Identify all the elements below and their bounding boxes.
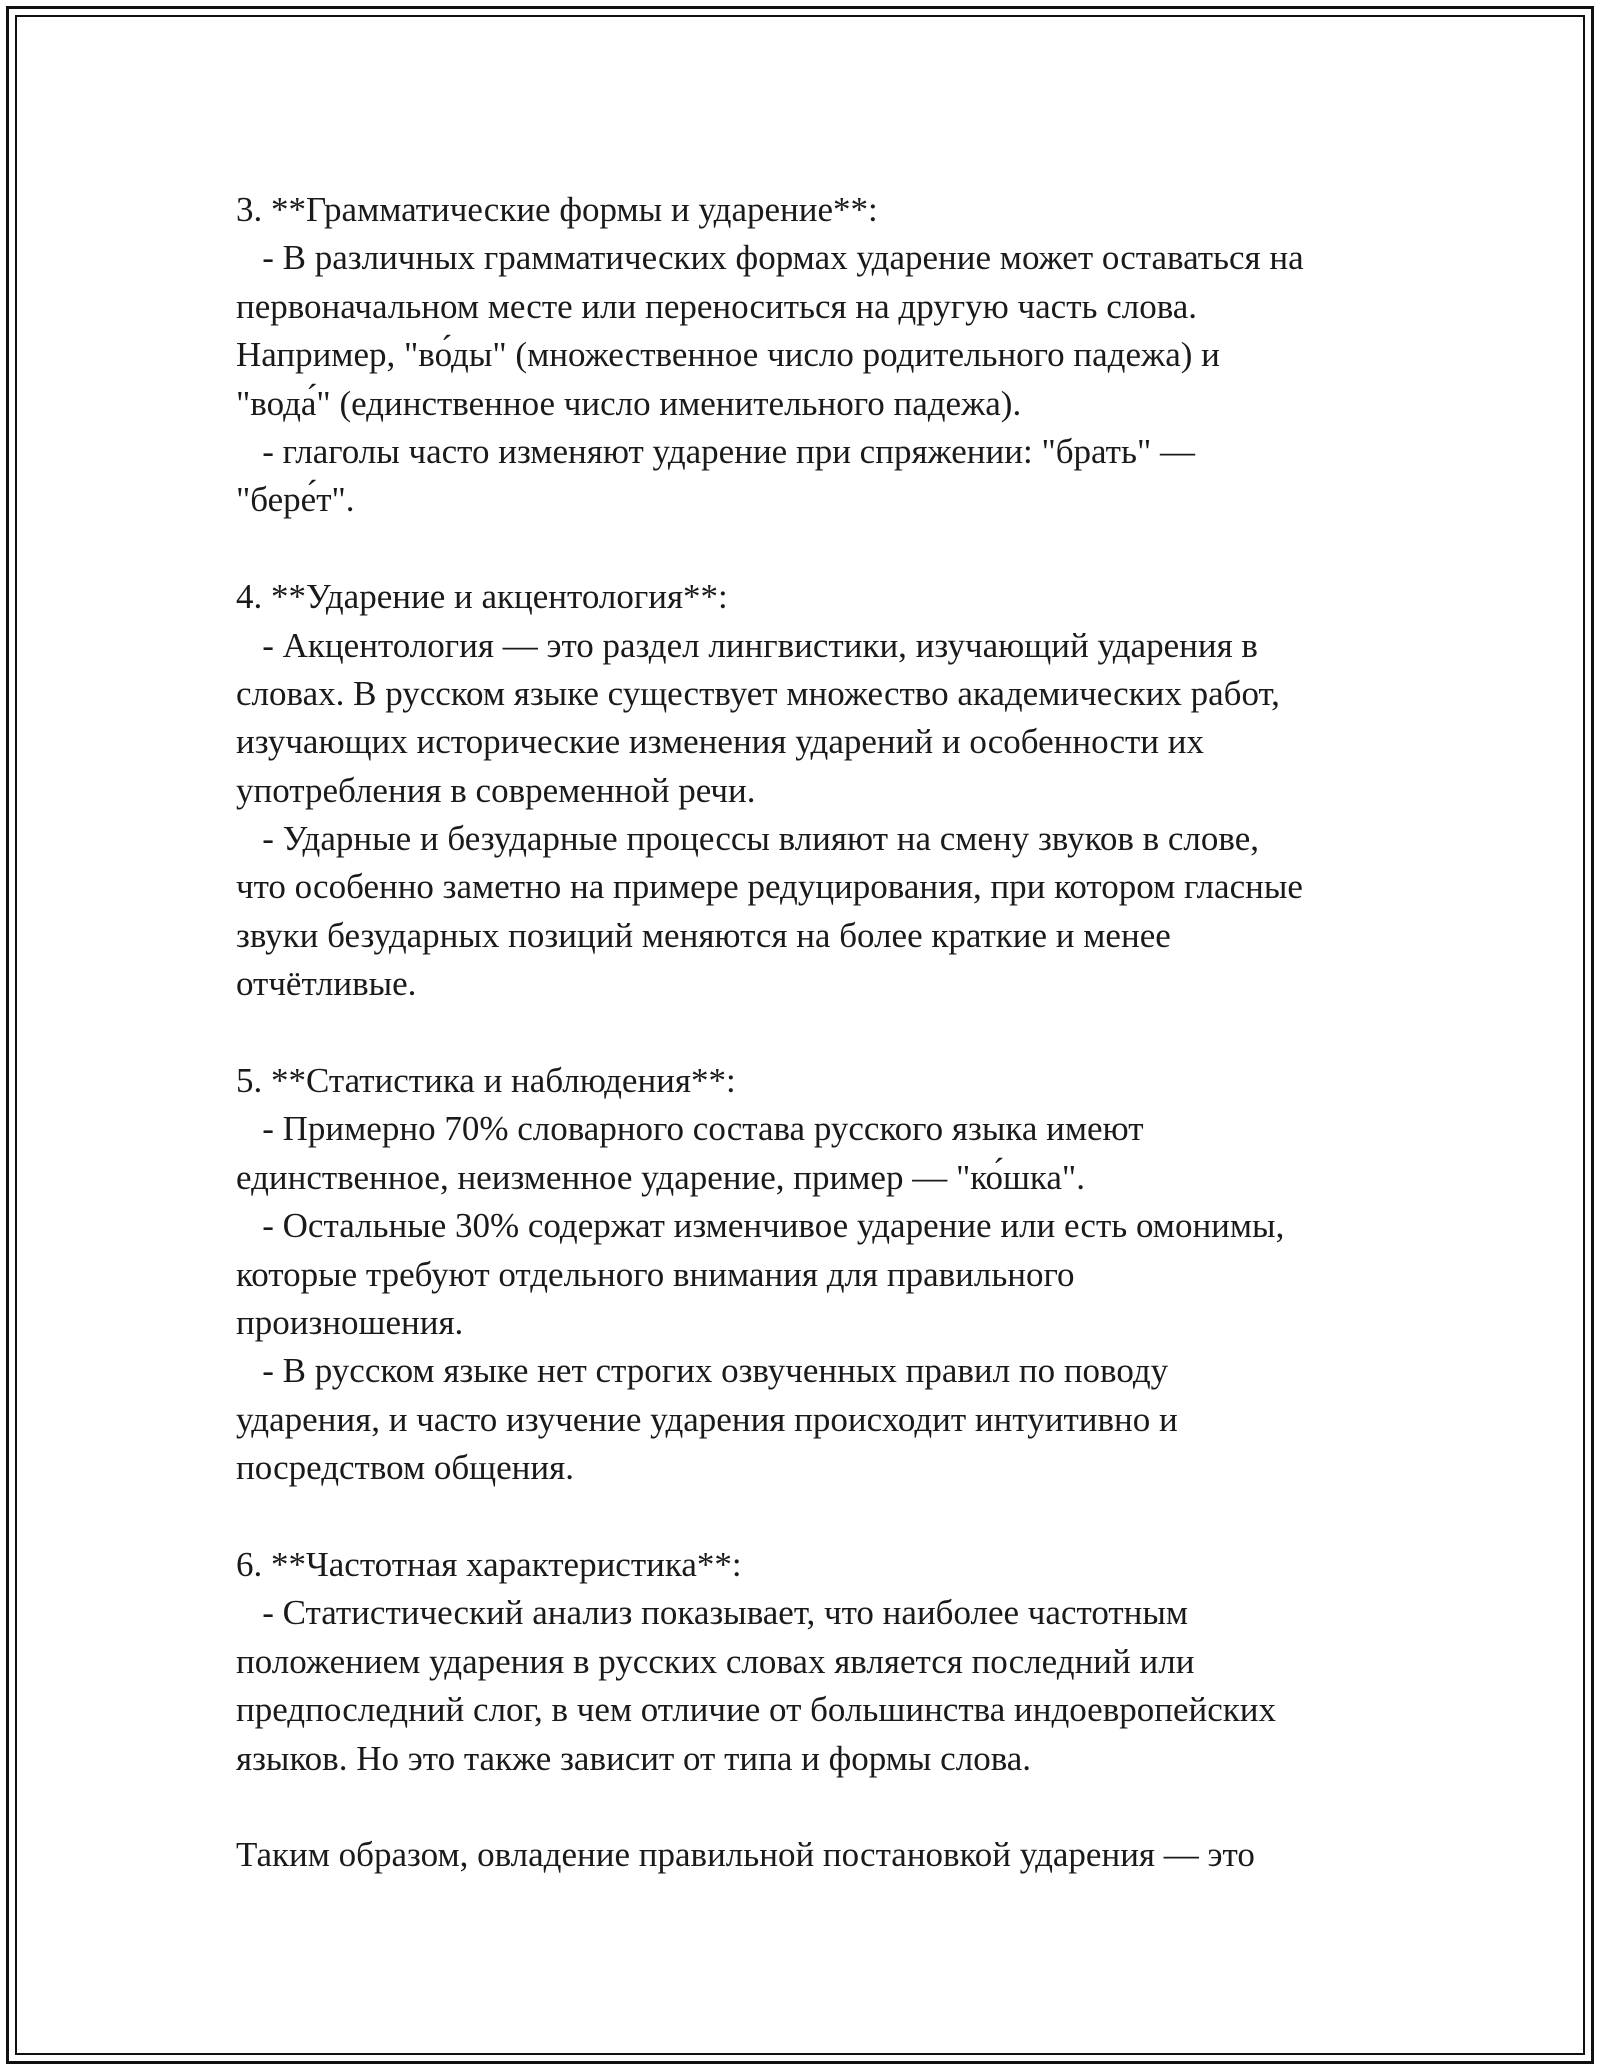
- text-line: - Ударные и безударные процессы влияют на смену звуков в слове,: [236, 819, 1259, 859]
- text-line: отчётливые.: [236, 964, 417, 1004]
- text-line: [236, 1783, 1446, 1831]
- text-line: - Остальные 30% содержат изменчивое ударение или есть омонимы,: [236, 1206, 1285, 1246]
- text-line: - Статистический анализ показывает, что наиболее частотным: [236, 1593, 1189, 1633]
- text-line: [236, 525, 1446, 573]
- text-line: - Акцентология — это раздел лингвистики, изучающий ударения в: [236, 625, 1258, 665]
- text-line: [236, 1009, 1446, 1057]
- text-line: - В различных грамматических формах ударение может оставаться на: [236, 238, 1304, 278]
- text-line: звуки безударных позиций меняются на более краткие и менее: [236, 915, 1171, 955]
- text-line: "бере́т".: [236, 480, 355, 520]
- text-line: 3. **Грамматические формы и ударение**:: [236, 190, 878, 229]
- text-line: Например, "во́ды" (множественное число родительного падежа) и: [236, 335, 1220, 375]
- text-line: что особенно заметно на примере редуцирования, при котором гласные: [236, 867, 1303, 907]
- text-line: которые требуют отдельного внимания для правильного: [236, 1254, 1075, 1294]
- text-line: 4. **Ударение и акцентология**:: [236, 577, 728, 617]
- text-line: Таким образом, овладение правильной постановкой ударения — это: [236, 1835, 1255, 1875]
- text-line: положением ударения в русских словах является последний или: [236, 1641, 1195, 1681]
- text-line: [236, 1493, 1446, 1541]
- text-line: 6. **Частотная характеристика**:: [236, 1544, 742, 1584]
- text-line: словах. В русском языке существует множество академических работ,: [236, 673, 1280, 713]
- text-line: изучающих исторические изменения ударений и особенности их: [236, 722, 1205, 762]
- text-line: предпоследний слог, в чем отличие от большинства индоевропейских: [236, 1690, 1277, 1730]
- text-line: - глаголы часто изменяют ударение при спряжении: "брать" —: [236, 431, 1195, 471]
- text-line: - Примерно 70% словарного состава русского языка имеют: [236, 1109, 1144, 1149]
- text-line: единственное, неизменное ударение, пример — "ко́шка".: [236, 1157, 1085, 1197]
- text-line: употребления в современной речи.: [236, 770, 756, 810]
- text-line: "вода́" (единственное число именительного падежа).: [236, 383, 1022, 423]
- text-line: первоначальном месте или переноситься на другую часть слова.: [236, 286, 1198, 326]
- document-text: [236, 186, 1446, 1880]
- text-line: 5. **Статистика и наблюдения**:: [236, 1061, 736, 1101]
- text-line: - В русском языке нет строгих озвученных правил по поводу: [236, 1351, 1169, 1391]
- text-line: языков. Но это также зависит от типа и формы слова.: [236, 1738, 1032, 1778]
- text-line: ударения, и часто изучение ударения происходит интуитивно и: [236, 1399, 1178, 1439]
- text-line: произношения.: [236, 1302, 464, 1342]
- text-line: посредством общения.: [236, 1448, 574, 1488]
